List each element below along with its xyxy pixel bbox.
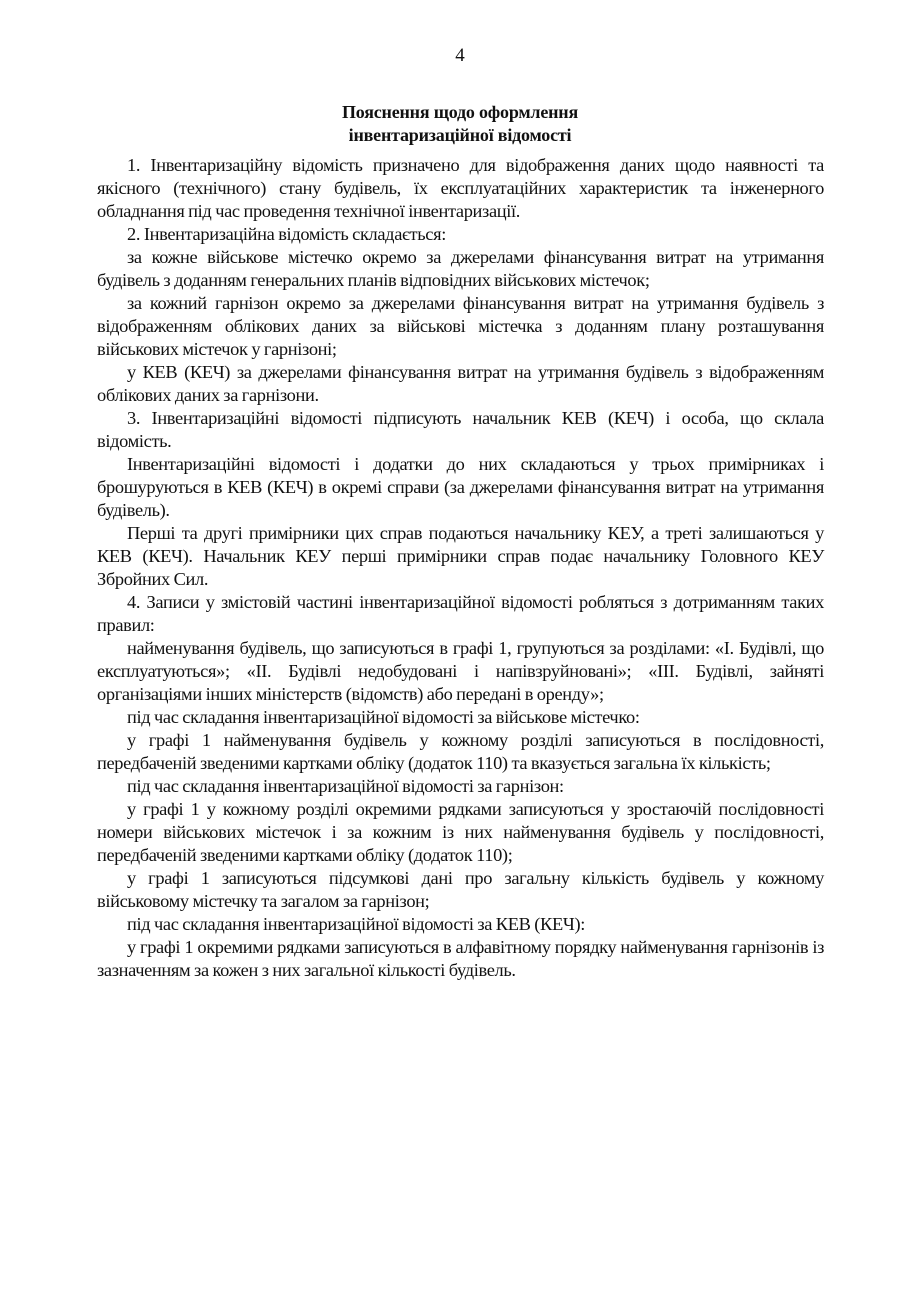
paragraph-2-composition: 2. Інвентаризаційна відомість складається: — [127, 224, 446, 244]
document-body — [97, 154, 824, 982]
paragraph-3-signatures: 3. Інвентаризаційні відомості підписують начальник КЕВ (КЕЧ) і особа, що склала відомість. — [97, 408, 824, 451]
document-title — [0, 101, 920, 147]
paragraph-4-item-town-rule: у графі 1 найменування будівель у кожному розділі записуються в послідовності, передбаченій зведеними картками обліку (додаток 110) та вказується загальна їх кількість; — [97, 730, 824, 773]
paragraph-4-item-garrison-rule-1: у графі 1 у кожному розділі окремими рядками записуються у зростаючій послідовності номери військових містечок і за кожним із них найменування будівель у послідовності, передбаченій зведеними картками обліку (додаток 110); — [97, 799, 824, 865]
paragraph-2-item-kev: у КЕВ (КЕЧ) за джерелами фінансування витрат на утримання будівель з відображенням облікових даних за гарнізони. — [97, 362, 824, 405]
title-line-2: інвентаризаційної відомості — [348, 125, 572, 145]
paragraph-4-item-garrison-rule-2: у графі 1 записуються підсумкові дані про загальну кількість будівель у кожному військовому містечку та загалом за гарнізон; — [97, 868, 824, 911]
title-line-1: Пояснення щодо оформлення — [341, 102, 579, 122]
paragraph-3-copies: Інвентаризаційні відомості і додатки до них складаються у трьох примірниках і брошуруються в КЕВ (КЕЧ) в окремі справи (за джерелами фінансування витрат на утримання будівель). — [97, 454, 824, 520]
paragraph-3-distribution: Перші та другі примірники цих справ подаються начальнику КЕУ, а треті залишаються у КЕВ (КЕЧ). Начальник КЕУ перші примірники справ подає начальнику Головного КЕУ Збройних Сил. — [97, 523, 824, 589]
page-number: 4 — [455, 45, 465, 66]
paragraph-4-item-kev-rule: у графі 1 окремими рядками записуються в алфавітному порядку найменування гарнізонів із зазначенням за кожен з них загальної кількості будівель. — [97, 937, 824, 980]
paragraph-4-item-kev-heading: під час складання інвентаризаційної відомості за КЕВ (КЕЧ): — [127, 914, 585, 934]
paragraph-2-item-military-town: за кожне військове містечко окремо за джерелами фінансування витрат на утримання будівель з доданням генеральних планів відповідних військових містечок; — [97, 247, 824, 290]
paragraph-2-item-garrison: за кожний гарнізон окремо за джерелами фінансування витрат на утримання будівель з відображенням облікових даних за військові містечка з доданням плану розташування військових містечок у гарнізоні; — [97, 293, 824, 359]
paragraph-4-item-sections: найменування будівель, що записуються в графі 1, групуються за розділами: «І. Будівлі, що експлуатуються»; «ІІ. Будівлі недобудовані і напівзруйновані»; «ІІІ. Будівлі, зайняті організаціями інших міністерств (відомств) або передані в оренду»; — [97, 638, 824, 704]
paragraph-4-item-town-heading: під час складання інвентаризаційної відомості за військове містечко: — [127, 707, 640, 727]
paragraph-4-rules: 4. Записи у змістовій частині інвентаризаційної відомості робляться з дотриманням таких правил: — [97, 592, 824, 635]
paragraph-4-item-garrison-heading: під час складання інвентаризаційної відомості за гарнізон: — [127, 776, 564, 796]
paragraph-1-purpose: 1. Інвентаризаційну відомість призначено для відображення даних щодо наявності та якісного (технічного) стану будівель, їх експлуатаційних характеристик та інженерного обладнання під час проведення технічної інвентаризації. — [97, 155, 824, 221]
